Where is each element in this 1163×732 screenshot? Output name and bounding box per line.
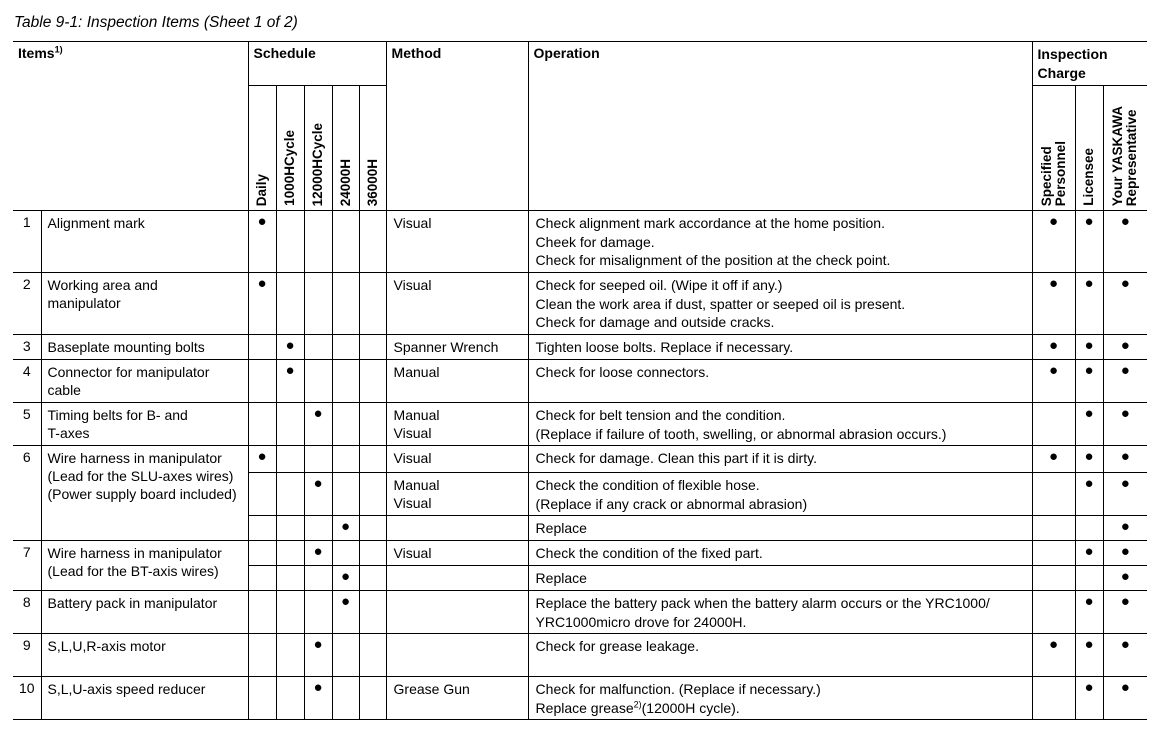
- schedule-col-header: [359, 86, 386, 211]
- item-cell: [41, 403, 248, 446]
- bullet-mark: ●: [1075, 335, 1103, 360]
- schedule-col-header: [276, 86, 304, 211]
- text-line: (Power supply board included): [47, 486, 237, 502]
- empty-cell: [248, 591, 276, 634]
- empty-cell: [359, 473, 386, 516]
- text-line: Manual: [393, 407, 440, 423]
- empty-cell: [248, 566, 276, 591]
- operation-cell: [528, 335, 1032, 360]
- empty-cell: [276, 677, 304, 720]
- bullet-mark: ●: [1075, 473, 1103, 516]
- text-line: cable: [47, 382, 81, 398]
- text-line: Visual: [393, 545, 432, 561]
- header-items: Items$^{1)}$: [13, 42, 248, 211]
- empty-cell: [304, 273, 332, 335]
- empty-cell: [248, 516, 276, 541]
- item-cell: [41, 634, 248, 677]
- text-line: Wire harness in manipulator: [47, 545, 222, 561]
- bullet-mark: ●: [248, 446, 276, 473]
- bullet-mark: ●: [276, 360, 304, 403]
- bullet-mark: ●: [1103, 677, 1147, 720]
- item-cell: [41, 677, 248, 720]
- text-line: (Lead for the SLU-axes wires): [47, 468, 234, 484]
- table-row: [13, 360, 1147, 403]
- method-cell: [386, 335, 528, 360]
- empty-cell: [248, 541, 276, 566]
- table-row: [13, 211, 1147, 273]
- empty-cell: [332, 360, 359, 403]
- empty-cell: [304, 335, 332, 360]
- operation-cell: [528, 677, 1032, 720]
- method-cell: [386, 516, 528, 541]
- empty-cell: [1032, 591, 1075, 634]
- empty-cell: [304, 566, 332, 591]
- bullet-mark: ●: [1103, 591, 1147, 634]
- header-operation: Operation: [528, 42, 1032, 211]
- method-cell: [386, 273, 528, 335]
- bullet-mark: ●: [1032, 273, 1075, 335]
- text-line: (Replace if any crack or abnormal abrasion): [535, 495, 808, 512]
- empty-cell: [359, 677, 386, 720]
- empty-cell: [304, 591, 332, 634]
- caption-label: Table 9-1:: [14, 14, 83, 31]
- operation-cell: [528, 634, 1032, 677]
- empty-cell: [276, 516, 304, 541]
- item-cell: [41, 360, 248, 403]
- text-line: Replace the battery pack when the battery alarm occurs or the YRC1000/: [535, 595, 990, 611]
- bullet-mark: ●: [304, 634, 332, 677]
- operation-cell: [528, 473, 1032, 516]
- text-line: Connector for manipulator: [47, 364, 210, 380]
- text-line: Timing belts for B- and: [47, 407, 188, 423]
- table-caption: [14, 14, 298, 32]
- text-line: Check for belt tension and the condition.: [535, 407, 786, 423]
- text-line: (Lead for the BT-axis wires): [47, 563, 219, 579]
- text-line: Working area and: [47, 277, 158, 293]
- text-line: S,L,U,R-axis motor: [47, 638, 166, 654]
- charge-col-label: Licensee: [1081, 148, 1097, 206]
- schedule-col-header: [248, 86, 276, 211]
- row-number: 6: [13, 446, 41, 541]
- text-line: Check for damage. Clean this part if it is dirty.: [535, 450, 817, 466]
- text-line: Visual: [393, 215, 432, 231]
- operation-cell: [528, 360, 1032, 403]
- charge-col-label: Your YASKAWA Representative: [1110, 105, 1140, 206]
- empty-cell: [359, 211, 386, 273]
- empty-cell: [332, 211, 359, 273]
- item-cell: [41, 335, 248, 360]
- empty-cell: [276, 566, 304, 591]
- empty-cell: [276, 541, 304, 566]
- empty-cell: [359, 360, 386, 403]
- operation-cell: [528, 591, 1032, 634]
- empty-cell: [276, 591, 304, 634]
- method-cell: [386, 403, 528, 446]
- bullet-mark: ●: [304, 473, 332, 516]
- empty-cell: [304, 446, 332, 473]
- text-line: Visual: [393, 450, 432, 466]
- bullet-mark: ●: [1075, 634, 1103, 677]
- method-cell: [386, 566, 528, 591]
- operation-cell: [528, 211, 1032, 273]
- operation-cell: [528, 566, 1032, 591]
- text-line: Battery pack in manipulator: [47, 595, 218, 611]
- empty-cell: [1032, 541, 1075, 566]
- table-row: [13, 541, 1147, 566]
- bullet-mark: ●: [1032, 634, 1075, 677]
- bullet-mark: ●: [1075, 446, 1103, 473]
- bullet-mark: ●: [1075, 541, 1103, 566]
- empty-cell: [304, 211, 332, 273]
- table-row: [13, 335, 1147, 360]
- text-line: Replace: [535, 520, 587, 536]
- charge-col-header: [1075, 86, 1103, 211]
- empty-cell: [304, 516, 332, 541]
- header-method: Method: [386, 42, 528, 211]
- bullet-mark: ●: [1103, 566, 1147, 591]
- empty-cell: [359, 566, 386, 591]
- header-schedule: Schedule: [248, 42, 386, 86]
- charge-col-header: [1103, 86, 1147, 211]
- operation-cell: [528, 516, 1032, 541]
- table-row: [13, 591, 1147, 634]
- text-line: Visual: [393, 425, 432, 441]
- bullet-mark: ●: [332, 591, 359, 634]
- bullet-mark: ●: [1103, 516, 1147, 541]
- empty-cell: [304, 360, 332, 403]
- empty-cell: [1032, 566, 1075, 591]
- empty-cell: [332, 677, 359, 720]
- item-cell: [41, 446, 248, 541]
- inspection-table: [13, 41, 1147, 720]
- method-cell: [386, 677, 528, 720]
- empty-cell: [359, 335, 386, 360]
- bullet-mark: ●: [304, 541, 332, 566]
- empty-cell: [276, 403, 304, 446]
- empty-cell: [276, 446, 304, 473]
- empty-cell: [332, 273, 359, 335]
- bullet-mark: ●: [304, 677, 332, 720]
- empty-cell: [248, 335, 276, 360]
- row-number: 9: [13, 634, 41, 677]
- empty-cell: [248, 634, 276, 677]
- text-line: Clean the work area if dust, spatter or seeped oil is present.: [535, 295, 906, 312]
- empty-cell: [1032, 677, 1075, 720]
- bullet-mark: ●: [1032, 446, 1075, 473]
- bullet-mark: ●: [1103, 403, 1147, 446]
- bullet-mark: ●: [1075, 591, 1103, 634]
- text-line: Grease Gun: [393, 681, 470, 697]
- row-number: 7: [13, 541, 41, 591]
- text-line: Check for loose connectors.: [535, 364, 710, 380]
- text-line: Check for malfunction. (Replace if necessary.): [535, 681, 821, 697]
- table-row: [13, 403, 1147, 446]
- text-line: Replace grease$^{2)}$(12000H cycle).: [535, 698, 740, 716]
- bullet-mark: ●: [1103, 473, 1147, 516]
- schedule-col-label: Daily: [254, 173, 269, 206]
- empty-cell: [332, 541, 359, 566]
- item-cell: [41, 541, 248, 591]
- text-line: YRC1000micro drove for 24000H.: [535, 613, 747, 630]
- empty-cell: [276, 273, 304, 335]
- table-row: [13, 634, 1147, 677]
- empty-cell: [1075, 566, 1103, 591]
- text-line: Wire harness in manipulator: [47, 450, 222, 466]
- empty-cell: [276, 634, 304, 677]
- bullet-mark: ●: [1103, 273, 1147, 335]
- item-cell: [41, 273, 248, 335]
- schedule-col-header: [304, 86, 332, 211]
- text-line: Tighten loose bolts. Replace if necessary.: [535, 339, 794, 355]
- table-body: [13, 211, 1147, 720]
- row-number: 2: [13, 273, 41, 335]
- empty-cell: [359, 591, 386, 634]
- text-line: Manual: [393, 364, 440, 380]
- bullet-mark: ●: [304, 403, 332, 446]
- empty-cell: [1032, 516, 1075, 541]
- bullet-mark: ●: [1103, 335, 1147, 360]
- empty-cell: [276, 473, 304, 516]
- table-row: [13, 446, 1147, 473]
- empty-cell: [1075, 516, 1103, 541]
- bullet-mark: ●: [1103, 360, 1147, 403]
- schedule-col-label: 24000H: [337, 158, 353, 206]
- bullet-mark: ●: [1103, 541, 1147, 566]
- header-inspection-charge: Inspection Charge: [1032, 42, 1147, 86]
- empty-cell: [332, 634, 359, 677]
- row-number: 4: [13, 360, 41, 403]
- empty-cell: [359, 634, 386, 677]
- footnote-ref: 2): [633, 698, 642, 709]
- schedule-col-label: 1000HCycle: [282, 130, 297, 206]
- charge-col-header: [1032, 86, 1075, 211]
- bullet-mark: ●: [1075, 360, 1103, 403]
- operation-tail: (12000H cycle).: [641, 699, 740, 716]
- operation-cell: [528, 446, 1032, 473]
- text-line: Cheek for damage.: [535, 233, 655, 250]
- text-line: Check the condition of the fixed part.: [535, 545, 763, 561]
- charge-col-label: Specified Personnel: [1038, 140, 1068, 206]
- operation-cell: [528, 273, 1032, 335]
- method-cell: [386, 541, 528, 566]
- method-cell: [386, 211, 528, 273]
- caption-text: Inspection Items (Sheet 1 of 2): [86, 14, 298, 31]
- bullet-mark: ●: [1103, 211, 1147, 273]
- bullet-mark: ●: [1032, 360, 1075, 403]
- bullet-mark: ●: [248, 273, 276, 335]
- text-line: Check for misalignment of the position at the check point.: [535, 252, 891, 268]
- text-line: Check the condition of flexible hose.: [535, 477, 760, 493]
- text-line: S,L,U-axis speed reducer: [47, 681, 206, 697]
- text-line: Alignment mark: [47, 215, 145, 231]
- empty-cell: [332, 446, 359, 473]
- table-header: [13, 42, 1147, 211]
- method-cell: [386, 360, 528, 403]
- method-cell: [386, 446, 528, 473]
- operation-cell: [528, 403, 1032, 446]
- bullet-mark: ●: [1075, 677, 1103, 720]
- bullet-mark: ●: [276, 335, 304, 360]
- empty-cell: [1032, 403, 1075, 446]
- schedule-col-label: 12000HCycle: [310, 122, 325, 206]
- bullet-mark: ●: [1032, 335, 1075, 360]
- bullet-mark: ●: [1075, 403, 1103, 446]
- table-row: [13, 273, 1147, 335]
- table-row: [13, 677, 1147, 720]
- text-line: Spanner Wrench: [393, 339, 499, 355]
- empty-cell: [248, 473, 276, 516]
- row-number: 10: [13, 677, 41, 720]
- bullet-mark: ●: [1075, 273, 1103, 335]
- empty-cell: [332, 403, 359, 446]
- row-number: 8: [13, 591, 41, 634]
- bullet-mark: ●: [248, 211, 276, 273]
- bullet-mark: ●: [1103, 446, 1147, 473]
- bullet-mark: ●: [332, 516, 359, 541]
- operation-cell: [528, 541, 1032, 566]
- empty-cell: [359, 541, 386, 566]
- text-line: Manual: [393, 477, 440, 493]
- text-line: Check for grease leakage.: [535, 638, 699, 654]
- empty-cell: [332, 473, 359, 516]
- schedule-col-label: 36000H: [364, 158, 380, 206]
- text-line: T-axes: [47, 425, 90, 441]
- method-cell: [386, 591, 528, 634]
- text-line: Check for seeped oil. (Wipe it off if any.): [535, 277, 783, 293]
- text-line: Check for damage and outside cracks.: [535, 314, 775, 330]
- text-line: Check alignment mark accordance at the home position.: [535, 215, 885, 231]
- empty-cell: [332, 335, 359, 360]
- row-number: 3: [13, 335, 41, 360]
- empty-cell: [359, 273, 386, 335]
- text-line: Visual: [393, 277, 432, 293]
- method-cell: [386, 634, 528, 677]
- bullet-mark: ●: [1075, 211, 1103, 273]
- empty-cell: [359, 516, 386, 541]
- empty-cell: [248, 677, 276, 720]
- empty-cell: [1032, 473, 1075, 516]
- bullet-mark: ●: [1103, 634, 1147, 677]
- empty-cell: [276, 211, 304, 273]
- item-cell: [41, 591, 248, 634]
- text-line: (Replace if failure of tooth, swelling, or abnormal abrasion occurs.): [535, 425, 947, 442]
- empty-cell: [248, 360, 276, 403]
- text-line: manipulator: [47, 295, 121, 311]
- item-cell: [41, 211, 248, 273]
- bullet-mark: ●: [332, 566, 359, 591]
- bullet-mark: ●: [1032, 211, 1075, 273]
- text-line: Visual: [393, 495, 432, 511]
- text-line: Baseplate mounting bolts: [47, 339, 205, 355]
- schedule-col-header: [332, 86, 359, 211]
- method-cell: [386, 473, 528, 516]
- empty-cell: [359, 403, 386, 446]
- row-number: 1: [13, 211, 41, 273]
- empty-cell: [359, 446, 386, 473]
- text-line: Replace: [535, 570, 587, 586]
- row-number: 5: [13, 403, 41, 446]
- empty-cell: [248, 403, 276, 446]
